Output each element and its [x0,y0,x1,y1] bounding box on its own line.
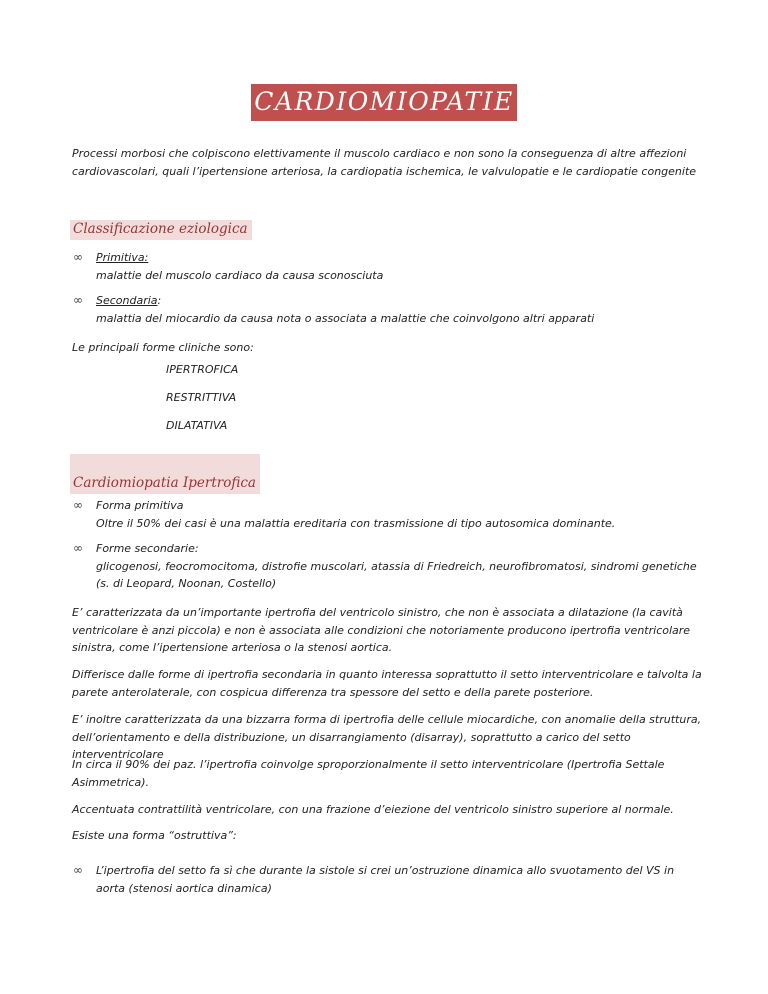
bullet-ostruzione [73,862,716,897]
forms-intro: Le principali forme cliniche sono: [72,341,254,354]
bullet-text: glicogenosi, feocromocitoma, distrofie muscolari, atassia di Friedreich, neurofibromatosi, sindromi genetiche [96,559,697,573]
paragraph-circa-90 [72,756,712,791]
intro-paragraph [72,145,712,180]
bullet-text: L’ipertrofia del setto fa sì che durante la sistole si crei un’ostruzione dinamica allo svuotamento del VS in [96,864,675,877]
document-title: CARDIOMIOPATIE [251,84,516,121]
infinity-bullet-icon: ∞ [73,541,83,555]
intro-line: cardiovascolari, quali l’ipertensione arteriosa, la cardiopatia ischemica, le valvulopatie e le cardiopatie congenite [72,164,697,178]
paragraph-line: Accentuata contrattilità ventricolare, con una frazione d’eiezione del ventricolo sinistro superiore al normale. [72,803,674,816]
infinity-bullet-icon: ∞ [73,498,83,512]
form-ipertrofica: IPERTROFICA [166,363,239,376]
paragraph-line: Asimmetrica). [72,775,149,789]
paragraph-line: ventricolare è anzi piccola) e non è associata alle condizioni che notoriamente producono ipertrofia ventricolare [72,623,691,637]
paragraph-line: E’ inoltre caratterizzata da una bizzarra forma di ipertrofia delle cellule miocardiche, con anomalie della struttura, [72,713,702,726]
infinity-bullet-icon: ∞ [73,863,83,877]
paragraph-line: Esiste una forma “ostruttiva”: [72,829,237,842]
bullet-text: Oltre il 50% dei casi è una malattia ereditaria con trasmissione di tipo autosomica dominante. [96,516,616,530]
paragraph-differisce [72,666,712,701]
section-heading-classificazione: Classificazione eziologica [70,220,252,240]
bullet-text: malattia del miocardio da causa nota o associata a malattie che coinvolgono altri apparati [96,311,595,325]
paragraph-forma-ostruttiva [72,827,712,845]
bullet-label: Secondaria [96,294,158,307]
title-container [0,84,768,121]
bullet-primitiva [73,249,716,284]
bullet-title: Forme secondarie: [96,542,199,555]
bullet-secondaria [73,292,716,327]
paragraph-line: Differisce dalle forme di ipertrofia secondaria in quanto interessa soprattutto il setto interventricolare e talvolta la [72,668,702,681]
bullet-forma-primitiva [73,497,716,532]
form-restrittiva: RESTRITTIVA [166,391,237,404]
infinity-bullet-icon: ∞ [73,293,83,307]
bullet-label-suffix: : [157,294,162,307]
paragraph-line: sinistra, come l’ipertensione arteriosa o la stenosi aortica. [72,641,393,654]
intro-line: Processi morbosi che colpiscono elettivamente il muscolo cardiaco e non sono la conseguenza di altre affezioni [72,147,687,160]
bullet-title: Forma primitiva [96,499,184,512]
infinity-bullet-icon: ∞ [73,250,83,264]
paragraph-contrattilita [72,801,712,819]
bullet-text: aorta (stenosi aortica dinamica) [96,881,272,895]
section-heading-cardiomiopatia-ipertrofica: Cardiomiopatia Ipertrofica [70,454,260,494]
bullet-label: Primitiva: [96,251,149,264]
paragraph-line: In circa il 90% dei paz. l’ipertrofia coinvolge sproporzionalmente il setto interventricolare (Ipertrofia Settale [72,758,665,771]
form-dilatativa: DILATATIVA [166,419,228,432]
bullet-text: (s. di Leopard, Noonan, Costello) [96,577,277,590]
paragraph-line: E’ caratterizzata da un’importante ipertrofia del ventricolo sinistro, che non è associata a dilatazione (la cavità [72,606,683,619]
paragraph-line: dell’orientamento e della distribuzione, un disarrangiamento (disarray), soprattutto a carico del setto interventricolare [72,730,631,761]
bullet-forme-secondarie [73,540,716,593]
bullet-text: malattie del muscolo cardiaco da causa sconosciuta [96,268,384,282]
paragraph-caratterizzata [72,604,712,657]
paragraph-line: parete anterolaterale, con cospicua differenza tra spessore del setto e della parete posteriore. [72,685,594,699]
